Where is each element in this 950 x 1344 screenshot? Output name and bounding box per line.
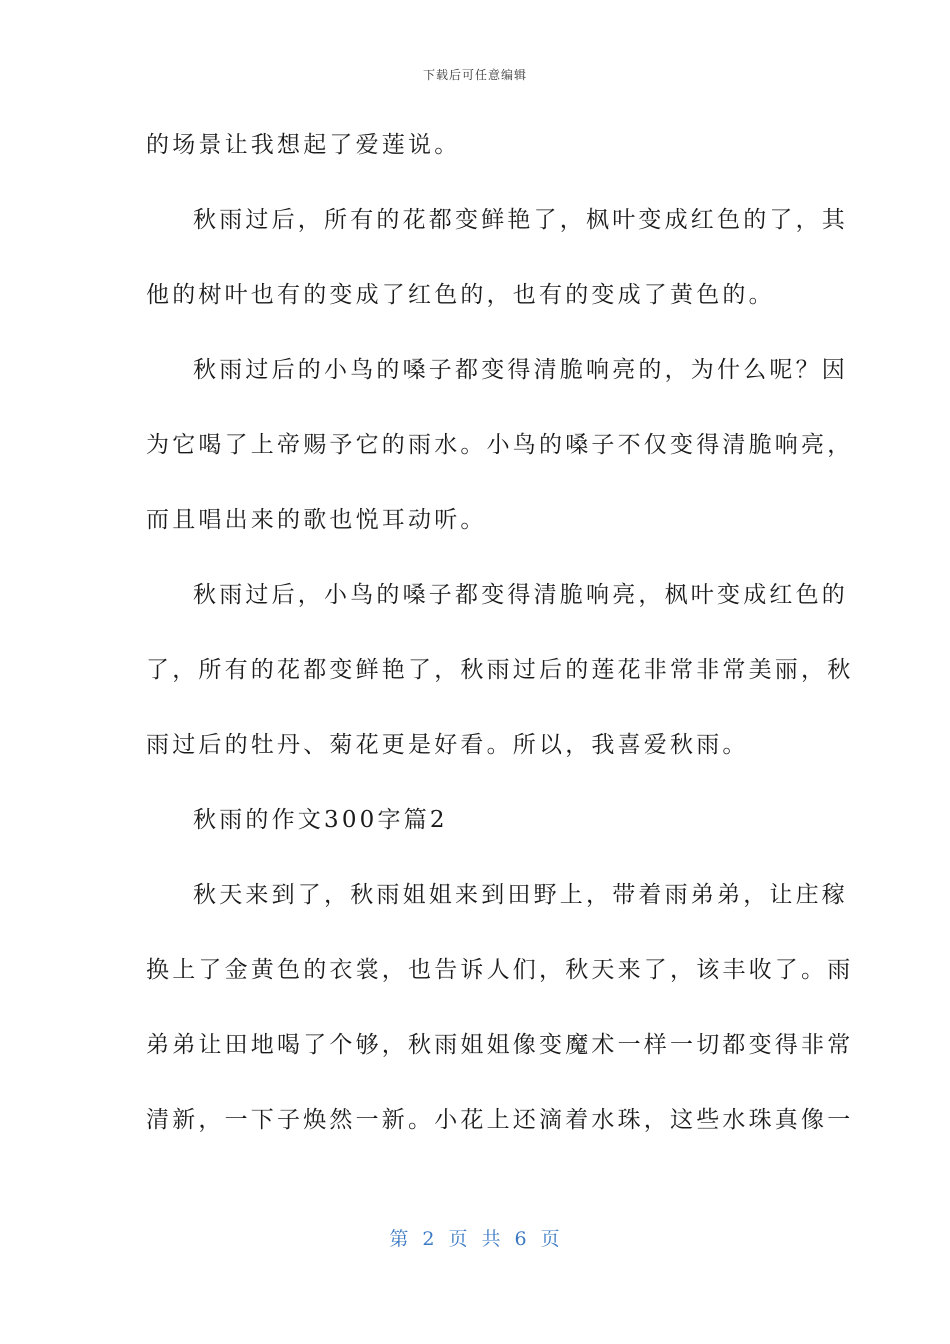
paragraph-first-line: 秋雨过后，小鸟的嗓子都变得清脆响亮，枫叶变成红色的	[193, 582, 848, 608]
text-line: 为它喝了上帝赐予它的雨水。小鸟的嗓子不仅变得清脆响亮，	[146, 432, 854, 458]
text-line: 清新，一下子焕然一新。小花上还滴着水珠，这些水珠真像一	[146, 1107, 854, 1133]
paragraph-first-line: 秋雨过后，所有的花都变鲜艳了，枫叶变成红色的了，其	[193, 207, 848, 233]
text-line: 而且唱出来的歌也悦耳动听。	[146, 507, 487, 533]
text-line: 雨过后的牡丹、菊花更是好看。所以，我喜爱秋雨。	[146, 732, 749, 758]
page-number: 第 2 页 共 6 页	[389, 1228, 561, 1250]
paragraph-first-line: 秋天来到了，秋雨姐姐来到田野上，带着雨弟弟，让庄稼	[193, 882, 848, 908]
paragraph-first-line: 秋雨过后的小鸟的嗓子都变得清脆响亮的，为什么呢？因	[193, 357, 848, 383]
text-line: 他的树叶也有的变成了红色的，也有的变成了黄色的。	[146, 282, 775, 308]
section-heading: 秋雨的作文300字篇2	[193, 807, 448, 833]
text-line: 弟弟让田地喝了个够，秋雨姐姐像变魔术一样一切都变得非常	[146, 1032, 854, 1058]
text-line: 的场景让我想起了爱莲说。	[146, 132, 461, 158]
header-note: 下载后可任意编辑	[422, 68, 527, 82]
text-line: 了，所有的花都变鲜艳了，秋雨过后的莲花非常非常美丽，秋	[146, 657, 854, 683]
text-line: 换上了金黄色的衣裳，也告诉人们，秋天来了，该丰收了。雨	[146, 957, 854, 983]
document-body	[146, 120, 854, 1170]
